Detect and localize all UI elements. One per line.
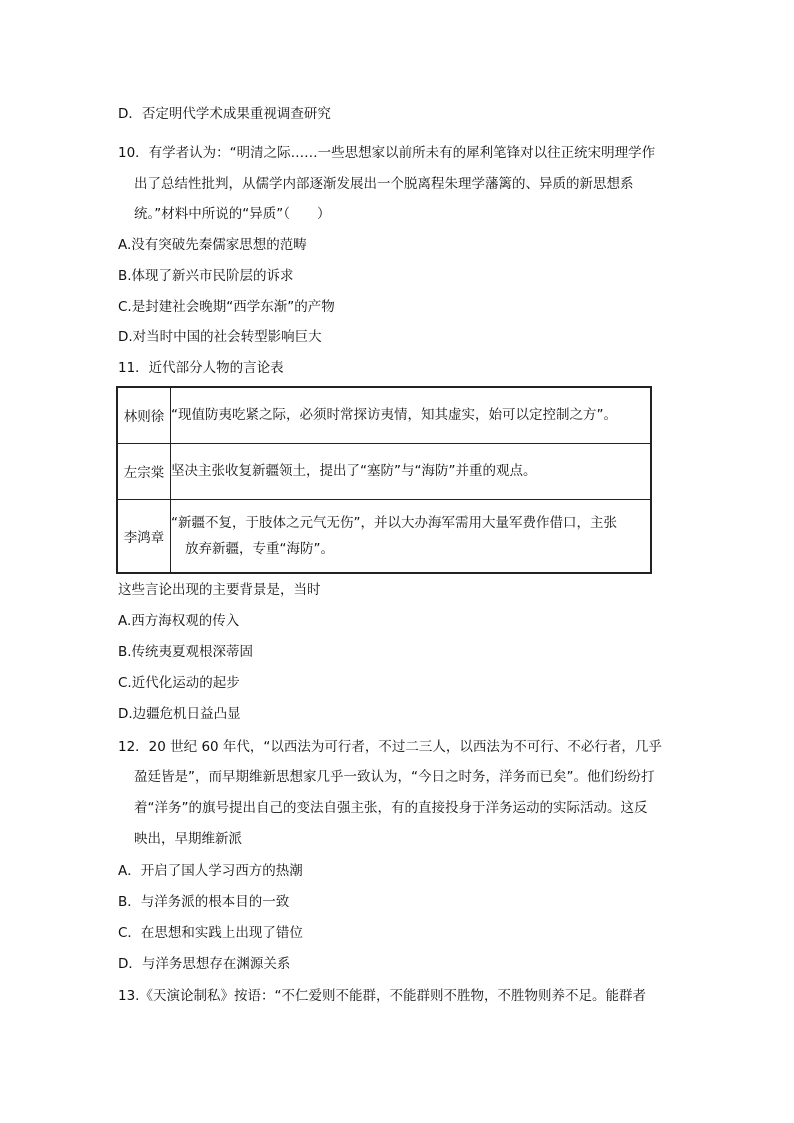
table-quote-cell: [171, 443, 652, 499]
table-quote-cell: [171, 499, 652, 573]
table-name-cell: 林则徐: [117, 387, 171, 443]
table-row: [117, 443, 651, 499]
q12-option-a: A．开启了国人学习西方的热潮: [118, 863, 303, 879]
q10-option-a: A.没有突破先秦儒家思想的范畴: [118, 237, 307, 253]
table-name-cell: 左宗棠: [117, 443, 171, 499]
q10-stem-line-2: 出了总结性批判，从儒学内部逐渐发展出一个脱离程朱理学藩篱的、异质的新思想系: [134, 176, 634, 192]
q12-option-b: B．与洋务派的根本目的一致: [118, 894, 290, 910]
q12-stem-line-4: 映出，早期维新派: [134, 831, 242, 847]
quote-text-continued: 放弃新疆，专重“海防”。: [185, 540, 334, 557]
quote-text: “新疆不复，于肢体之元气无伤”，并以大办海军需用大量军费作借口，主张: [171, 514, 617, 531]
q11-option-a: A.西方海权观的传入: [118, 613, 240, 629]
q13-stem-line-1: 13.《天演论制私》按语：“不仁爱则不能群，不能群则不胜物，不胜物则养不足。能群者: [118, 988, 646, 1004]
table-name-cell: 李鸿章: [117, 499, 171, 573]
q10-stem-line-1: 10．有学者认为：“明清之际……一些思想家以前所未有的犀利笔锋对以往正统宋明理学作: [118, 145, 656, 161]
quote-text: “现值防夷吃紧之际，必须时常探访夷情，知其虚实，始可以定控制之方”。: [171, 407, 617, 424]
table-row: [117, 387, 651, 443]
q11-option-d: D.边疆危机日益凸显: [118, 706, 241, 722]
table-quote-cell: [171, 387, 652, 443]
table-row: [117, 499, 651, 573]
q10-option-d: D.对当时中国的社会转型影响巨大: [118, 329, 322, 345]
q11-quotes-table: [116, 386, 652, 574]
q12-stem-line-3: 着“洋务”的旗号提出自己的变法自强主张，有的直接投身于洋务运动的实际活动。这反: [134, 800, 648, 816]
q11-option-b: B.传统夷夏观根深蒂固: [118, 644, 254, 660]
q10-stem-line-3: 统。”材料中所说的“异质”（ ）: [134, 206, 331, 222]
q12-option-d: D．与洋务思想存在渊源关系: [118, 956, 291, 972]
q10-option-b: B.体现了新兴市民阶层的诉求: [118, 268, 294, 284]
q12-stem-line-2: 盈廷皆是”，而早期维新思想家几乎一致认为，“今日之时务，洋务而已矣”。他们纷纷打: [134, 769, 655, 785]
q10-option-c: C.是封建社会晚期“西学东渐”的产物: [118, 299, 335, 315]
quote-text: 坚决主张收复新疆领土，提出了“塞防”与“海防”并重的观点。: [171, 463, 537, 479]
q11-title: 11．近代部分人物的言论表: [118, 360, 284, 376]
q11-question: 这些言论出现的主要背景是，当时: [118, 582, 321, 598]
q12-option-c: C．在思想和实践上出现了错位: [118, 925, 303, 941]
q9-option-d: D．否定明代学术成果重视调查研究: [118, 106, 331, 122]
q11-option-c: C.近代化运动的起步: [118, 675, 240, 691]
q12-stem-line-1: 12．20 世纪 60 年代，“以西法为可行者，不过二三人，以西法为不可行、不必行者，几乎: [118, 739, 662, 755]
